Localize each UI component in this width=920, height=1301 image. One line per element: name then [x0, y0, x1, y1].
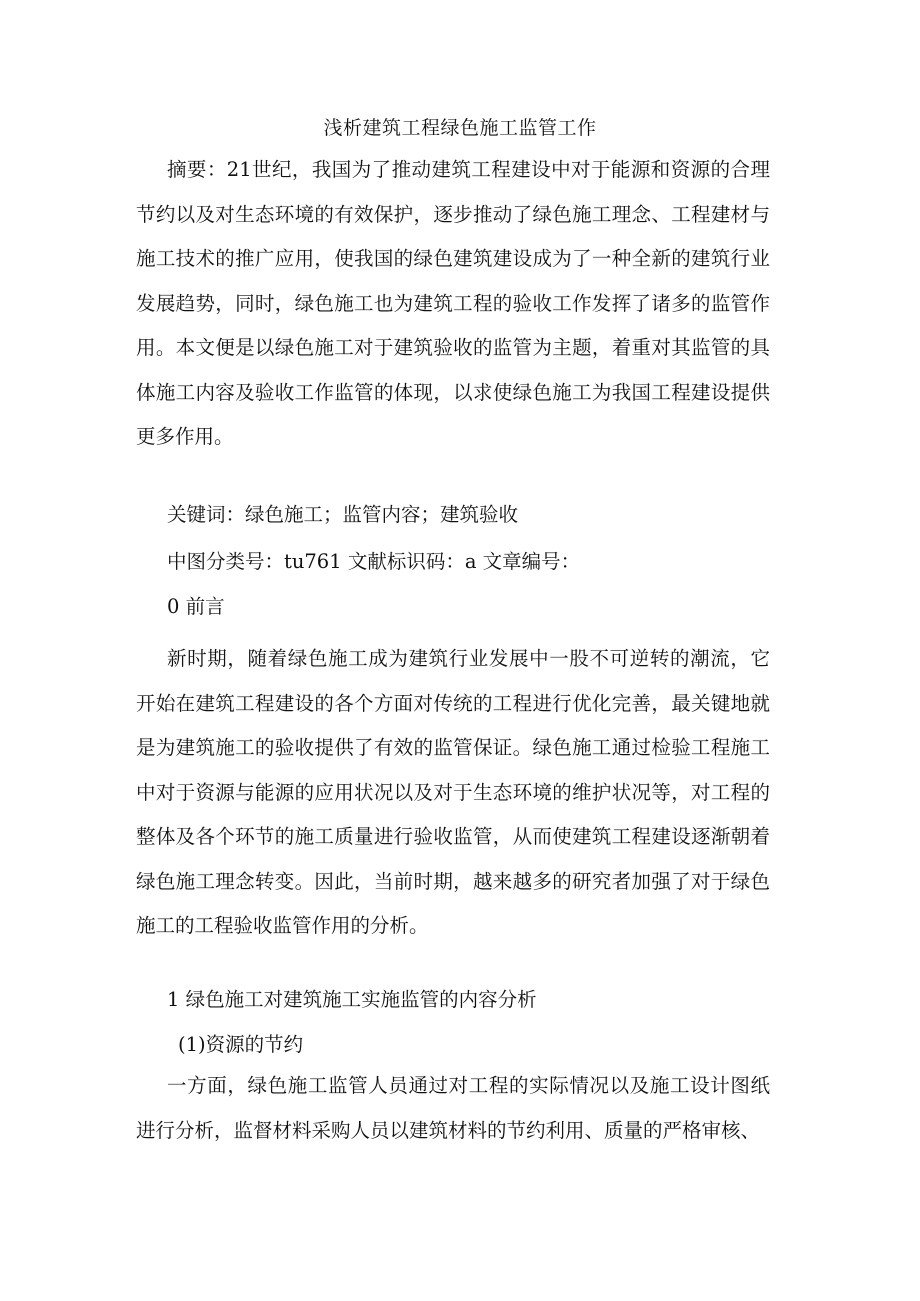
document-title: 浅析建筑工程绿色施工监管工作 [323, 117, 597, 139]
preface-paragraph: 新时期，随着绿色施工成为建筑行业发展中一股不可逆转的潮流，它开始在建筑工程建设的各个方面对传统的工程进行优化完善，最关键地就是为建筑施工的验收提供了有效的监管保证。绿色施工通过检验工程施工中对于资源与能源的应用状况以及对于生态环境的维护状况等，对工程的整体及各个环节的施工质量进行验收监管，从而使建筑工程建设逐渐朝着绿色施工理念转变。因此，当前时期，越来越多的研究者加强了对于绿色施工的工程验收监管作用的分析。 [136, 647, 770, 937]
subsection-heading-resource-saving: (1)资源的节约 [178, 1033, 304, 1056]
section-heading-preface: 0 前言 [167, 595, 225, 618]
keywords-line: 关键词：绿色施工；监管内容；建筑验收 [167, 503, 519, 526]
resource-saving-paragraph: 一方面，绿色施工监管人员通过对工程的实际情况以及施工设计图纸进行分析，监督材料采购人员以建筑材料的节约利用、质量的严格审核、 [136, 1074, 770, 1142]
classification-line: 中图分类号：tu761 文献标识码：a 文章编号： [167, 550, 581, 573]
abstract-paragraph: 摘要：21世纪，我国为了推动建筑工程建设中对于能源和资源的合理节约以及对生态环境的有效保护，逐步推动了绿色施工理念、工程建材与施工技术的推广应用，使我国的绿色建筑建设成为了一种全新的建筑行业发展趋势，同时，绿色施工也为建筑工程的验收工作发挥了诸多的监管作用。本文便是以绿色施工对于建筑验收的监管为主题，着重对其监管的具体施工内容及验收工作监管的体现，以求使绿色施工为我国工程建设提供更多作用。 [136, 158, 770, 448]
section-heading-1: 1 绿色施工对建筑施工实施监管的内容分析 [167, 988, 537, 1011]
